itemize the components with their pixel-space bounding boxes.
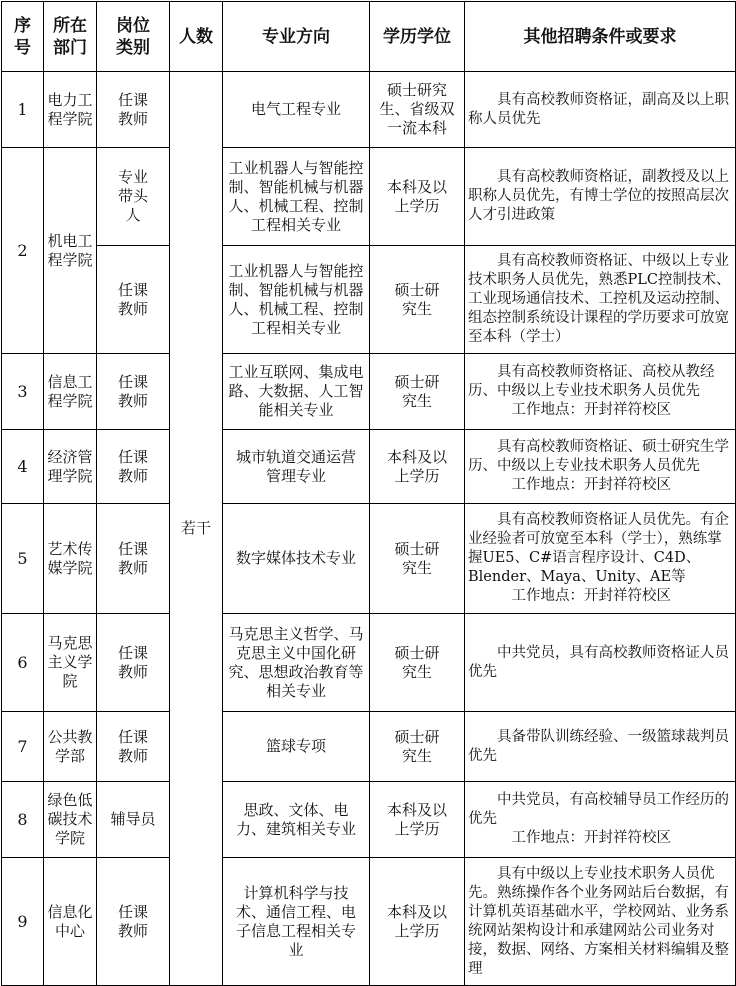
row-major: 马克思主义哲学、马克思主义中国化研究、思想政治教育等相关专业 — [223, 614, 370, 712]
row-post: 专业带头人 — [97, 148, 170, 246]
table-row — [2, 712, 736, 782]
row-seq: 1 — [2, 72, 44, 148]
table-row — [2, 72, 736, 148]
row-seq: 3 — [2, 354, 44, 430]
row-seq: 5 — [2, 504, 44, 614]
row-major: 工业机器人与智能控制、智能机械与机器人、机械工程、控制工程相关专业 — [223, 148, 370, 246]
work-location: 工作地点：开封祥符校区 — [511, 402, 671, 418]
row-major: 工业互联网、集成电路、大数据、人工智能相关专业 — [223, 354, 370, 430]
header-req: 其他招聘条件或要求 — [465, 2, 736, 72]
row-dept: 公共教学部 — [44, 712, 97, 782]
row-edu: 本科及以上学历 — [370, 430, 465, 504]
row-major: 数字媒体技术专业 — [223, 504, 370, 614]
row-dept: 机电工程学院 — [44, 148, 97, 354]
row-dept: 信息工程学院 — [44, 354, 97, 430]
row-seq: 7 — [2, 712, 44, 782]
header-major: 专业方向 — [223, 2, 370, 72]
row-seq: 8 — [2, 782, 44, 858]
row-dept: 经济管理学院 — [44, 430, 97, 504]
table-row — [2, 504, 736, 614]
row-req-text: 具有高校教师资格证，副教授及以上职称人员优先，有博士学位的按照高层次人才引进政策 — [468, 169, 729, 223]
header-post: 岗位类别 — [97, 2, 170, 72]
row-post: 任课教师 — [97, 614, 170, 712]
row-post: 辅导员 — [97, 782, 170, 858]
row-post: 任课教师 — [97, 712, 170, 782]
row-req — [465, 712, 736, 782]
row-major: 城市轨道交通运营管理专业 — [223, 430, 370, 504]
row-edu: 硕士研究生、省级双一流本科 — [370, 72, 465, 148]
recruitment-table — [1, 1, 736, 986]
work-location: 工作地点：开封祥符校区 — [511, 477, 671, 493]
row-edu: 硕士研究生 — [370, 504, 465, 614]
row-edu: 硕士研究生 — [370, 712, 465, 782]
row-req — [465, 782, 736, 858]
row-edu: 本科及以上学历 — [370, 858, 465, 986]
row-post: 任课教师 — [97, 504, 170, 614]
row-seq: 6 — [2, 614, 44, 712]
headcount-cell: 若干 — [170, 72, 223, 986]
row-req — [465, 430, 736, 504]
row-post: 任课教师 — [97, 430, 170, 504]
row-req — [465, 614, 736, 712]
row-edu: 本科及以上学历 — [370, 782, 465, 858]
row-major: 篮球专项 — [223, 712, 370, 782]
header-seq: 序号 — [2, 2, 44, 72]
row-post: 任课教师 — [97, 246, 170, 354]
row-req — [465, 148, 736, 246]
row-post: 任课教师 — [97, 354, 170, 430]
table-row — [2, 246, 736, 354]
row-post: 任课教师 — [97, 858, 170, 986]
row-req-text: 具备带队训练经验、一级篮球裁判员优先 — [468, 728, 729, 764]
row-major: 思政、文体、电力、建筑相关专业 — [223, 782, 370, 858]
row-req — [465, 354, 736, 430]
header-count: 人数 — [170, 2, 223, 72]
row-major: 电气工程专业 — [223, 72, 370, 148]
row-dept: 艺术传媒学院 — [44, 504, 97, 614]
row-req-text: 具有高校教师资格证，副高及以上职称人员优先 — [468, 91, 729, 127]
row-edu: 本科及以上学历 — [370, 148, 465, 246]
row-seq: 9 — [2, 858, 44, 986]
row-edu: 硕士研究生 — [370, 246, 465, 354]
table-row — [2, 782, 736, 858]
table-row — [2, 430, 736, 504]
table-row — [2, 614, 736, 712]
row-dept: 信息化中心 — [44, 858, 97, 986]
row-edu: 硕士研究生 — [370, 614, 465, 712]
row-req — [465, 72, 736, 148]
table-row — [2, 354, 736, 430]
table-row — [2, 858, 736, 986]
header-dept: 所在部门 — [44, 2, 97, 72]
row-edu: 硕士研究生 — [370, 354, 465, 430]
row-req — [465, 504, 736, 614]
row-req-text: 具有中级以上专业技术职务人员优先。熟练操作各个业务网站后台数据，有计算机英语基础水平，学校网站、业务系统网站架构设计和承建网站公司业务对接，数据、网络、方案相关材料编辑及整理 — [468, 865, 729, 977]
header-row — [2, 2, 736, 72]
row-dept: 马克思主义学院 — [44, 614, 97, 712]
row-req-text: 具有高校教师资格证、高校从教经历、中级以上专业技术职务人员优先 — [468, 364, 715, 399]
table-row — [2, 148, 736, 246]
row-req-text: 中共党员，有高校辅导员工作经历的优先 — [468, 792, 729, 827]
row-req-text: 具有高校教师资格证人员优先。有企业经验者可放宽至本科（学士），熟练掌握UE5、C#语言程序设计、C4D、Blender、Maya、Unity、AE等 — [468, 512, 729, 585]
row-post: 任课教师 — [97, 72, 170, 148]
header-edu: 学历学位 — [370, 2, 465, 72]
work-location: 工作地点：开封祥符校区 — [511, 588, 671, 604]
row-major: 计算机科学与技术、通信工程、电子信息工程相关专业 — [223, 858, 370, 986]
row-req — [465, 858, 736, 986]
row-req-text: 具有高校教师资格证、硕士研究生学历、中级以上专业技术职务人员优先 — [468, 439, 729, 474]
work-location: 工作地点：开封祥符校区 — [511, 830, 671, 846]
row-seq: 4 — [2, 430, 44, 504]
row-seq: 2 — [2, 148, 44, 354]
row-req-text: 具有高校教师资格证、中级以上专业技术职务人员优先，熟悉PLC控制技术、工业现场通信技术、工控机及运动控制、组态控制系统设计课程的学历要求可放宽至本科（学士） — [468, 253, 731, 345]
row-req-text: 中共党员，具有高校教师资格证人员优先 — [468, 644, 729, 680]
row-major: 工业机器人与智能控制、智能机械与机器人、机械工程、控制工程相关专业 — [223, 246, 370, 354]
row-dept: 绿色低碳技术学院 — [44, 782, 97, 858]
row-dept: 电力工程学院 — [44, 72, 97, 148]
row-req — [465, 246, 736, 354]
